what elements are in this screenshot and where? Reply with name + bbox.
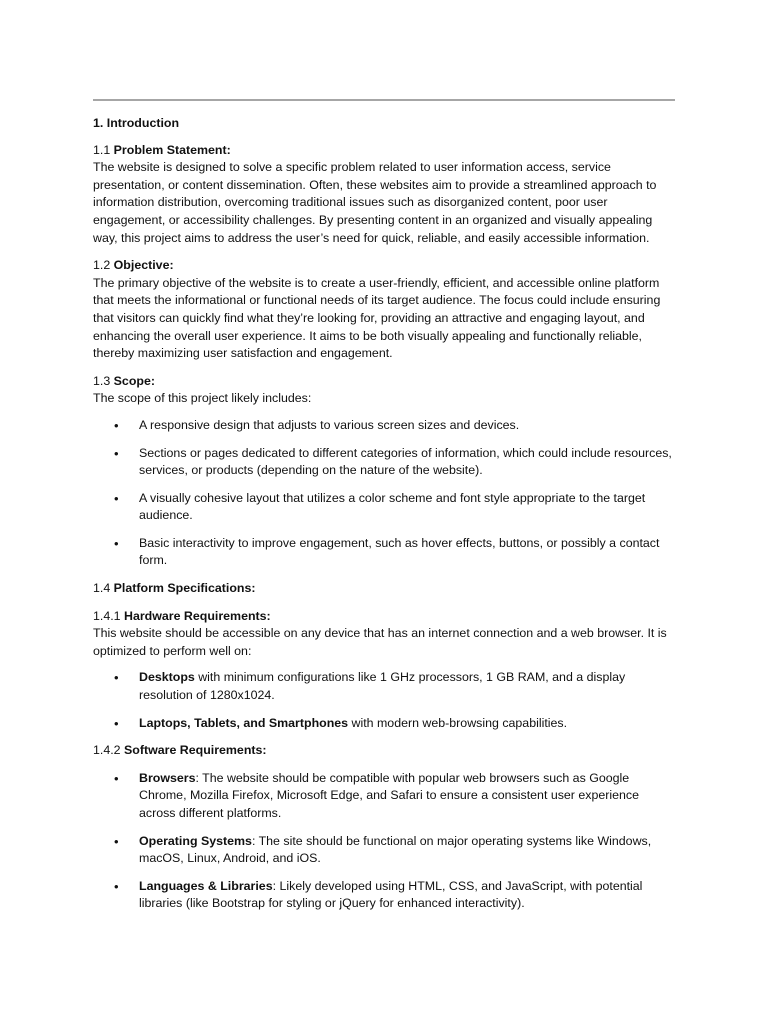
problem-statement-text: The website is designed to solve a specific problem related to user information access, service presentation, or content dissemination. Often, these websites aim to provide a streamlined approach to information distribution, overcoming traditional issues such as disorganized content, poor user engagement, or accessibility challenges. By presenting content in an organized and visually appealing way, this project aims to address the user’s need for quick, reliable, and easily accessible information. — [93, 160, 657, 245]
list-item: • Sections or pages dedicated to different categories of information, which could include resources, services, or products (depending on the nature of the website). — [114, 445, 672, 478]
bullet-icon: • — [114, 770, 119, 786]
section-title: Software Requirements: — [124, 743, 267, 758]
section-title: Platform Specifications: — [113, 581, 256, 596]
hardware-requirements-heading — [93, 608, 675, 626]
list-item: • A visually cohesive layout that utilizes a color scheme and font style appropriate to the target audience. — [114, 490, 646, 523]
hardware-list — [93, 669, 675, 732]
bullet-icon: • — [114, 490, 119, 506]
objective-text: The primary objective of the website is to create a user-friendly, efficient, and accessible online platform that meets the informational or functional needs of its target audience. The focus could include ensuring that visitors can quickly find what they’re looking for, providing an attractive and engaging layout, and enhancing the overall user experience. It aims to be both visually appealing and functionally reliable, thereby maximizing user satisfaction and engagement. — [93, 275, 661, 361]
list-item: • Desktops with minimum configurations like 1 GHz processors, 1 GB RAM, and a display resolution of 1280x1024. — [114, 670, 626, 703]
bullet-icon: • — [114, 833, 119, 849]
header-rule — [93, 99, 675, 101]
section-title: Hardware Requirements: — [124, 608, 271, 623]
scope-list — [93, 417, 675, 570]
bullet-icon: • — [114, 670, 119, 686]
section-number: 1.1 — [93, 142, 114, 157]
section-number: 1.3 — [93, 373, 114, 388]
list-item: • Laptops, Tablets, and Smartphones with modern web-browsing capabilities. — [114, 715, 568, 731]
section-number: 1.2 — [93, 258, 114, 273]
list-item: • Languages & Libraries: Likely developed using HTML, CSS, and JavaScript, with potential libraries (like Bootstrap for styling or jQuery for enhanced interactivity). — [114, 878, 643, 911]
list-item: • Browsers: The website should be compatible with popular web browsers such as Google Chrome, Mozilla Firefox, Microsoft Edge, and Safari to ensure a consistent user experience across different platforms. — [114, 770, 639, 820]
platform-specifications-heading — [93, 580, 675, 598]
section-title: Problem Statement: — [113, 142, 231, 157]
list-item: • Basic interactivity to improve engagement, such as hover effects, buttons, or possibly a contact form. — [114, 535, 660, 568]
bullet-icon: • — [114, 417, 119, 433]
bullet-icon: • — [114, 535, 119, 551]
bullet-icon: • — [114, 445, 119, 461]
document-body — [93, 115, 675, 923]
scope-intro: The scope of this project likely includes: — [93, 391, 312, 406]
introduction-heading: 1. Introduction — [93, 116, 180, 130]
bullet-icon: • — [114, 878, 119, 894]
objective-heading — [93, 257, 675, 275]
software-list — [93, 770, 675, 913]
bullet-icon: • — [114, 715, 119, 731]
list-item: • Operating Systems: The site should be functional on major operating systems like Windows, macOS, Linux, Android, and iOS. — [114, 833, 652, 866]
software-requirements-heading — [93, 742, 675, 760]
section-title: Objective: — [113, 258, 174, 273]
list-item: • A responsive design that adjusts to various screen sizes and devices. — [114, 417, 520, 433]
section-number: 1.4 — [93, 581, 114, 596]
section-number: 1.4.1 — [93, 608, 125, 623]
hardware-intro: This website should be accessible on any device that has an internet connection and a web browser. It is optimized to perform well on: — [93, 626, 667, 658]
section-number: 1.4.2 — [93, 743, 125, 758]
problem-statement-heading — [93, 142, 675, 160]
section-title: Scope: — [113, 373, 155, 388]
scope-heading — [93, 373, 675, 391]
